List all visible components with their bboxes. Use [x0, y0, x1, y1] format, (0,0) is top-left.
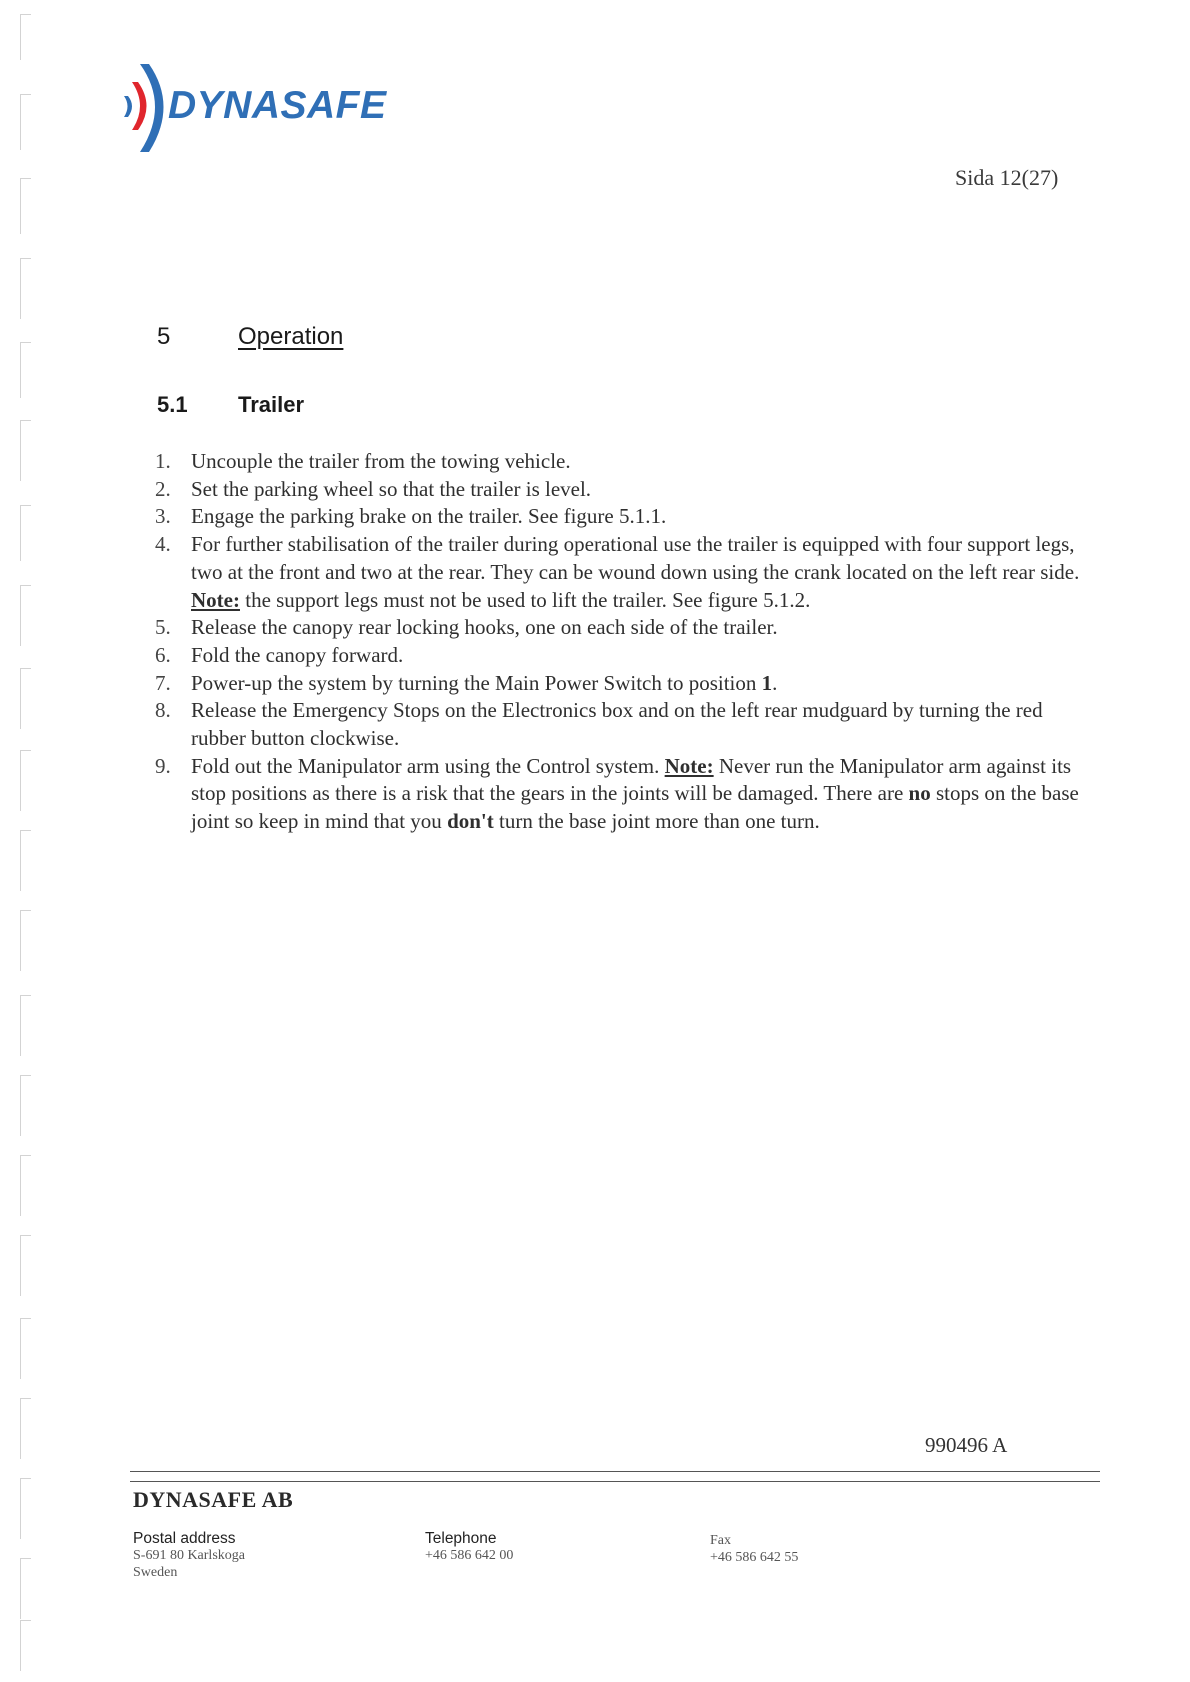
- bold-text: don't: [447, 809, 494, 834]
- subsection-number: 5.1: [157, 392, 188, 417]
- operation-steps-list: [155, 448, 1090, 836]
- list-item: [155, 670, 1090, 698]
- step-number: 9.: [155, 753, 171, 778]
- list-item: [155, 476, 1090, 504]
- step-text-part: Fold out the Manipulator arm using the Control system.: [191, 753, 660, 778]
- step-text: Uncouple the trailer from the towing vehicle.: [191, 449, 571, 473]
- fax-block: [710, 1532, 798, 1566]
- step-number: 1.: [155, 449, 171, 473]
- section-number: 5: [157, 323, 171, 350]
- postal-address: [133, 1530, 245, 1581]
- step-text-part: turn the base joint more than one turn.: [499, 809, 820, 834]
- bold-text: 1: [761, 670, 773, 695]
- list-item: [155, 753, 1090, 836]
- step-text-part: stops on the base joint so keep in mind that you: [191, 781, 1079, 834]
- step-text-part: Never run the Manipulator arm against its stop positions as there is a risk that the gears in the joints will be damaged. There are: [191, 753, 1072, 806]
- postal-address-line: S-691 80 Karlskoga: [133, 1548, 245, 1563]
- step-text: Release the canopy rear locking hooks, one on each side of the trailer.: [191, 615, 778, 640]
- company-logo: [118, 60, 398, 155]
- step-text: Release the Emergency Stops on the Electronics box and on the left rear mudguard by turning the red rubber button clockwise.: [191, 698, 1043, 751]
- step-text: [191, 753, 1090, 836]
- step-number: 2.: [155, 476, 171, 501]
- step-number: 3.: [155, 504, 171, 529]
- fax-label: Fax: [710, 1533, 731, 1548]
- bold-text: no: [908, 781, 931, 806]
- telephone-number: +46 586 642 00: [425, 1548, 514, 1563]
- dynasafe-logo-icon: [118, 60, 170, 155]
- step-text: [191, 670, 1090, 698]
- step-number: 5.: [155, 615, 171, 640]
- step-text: Set the parking wheel so that the trailer is level.: [191, 476, 592, 501]
- fax-number: +46 586 642 55: [710, 1550, 799, 1565]
- step-number: 4.: [155, 532, 171, 557]
- page-number: Sida 12(27): [955, 165, 1059, 190]
- section-heading: [157, 323, 343, 351]
- telephone-block: [425, 1530, 513, 1564]
- step-number: 8.: [155, 698, 171, 723]
- list-item: [155, 531, 1090, 614]
- logo-wordmark: DYNASAFE: [168, 84, 387, 127]
- footer-divider: [130, 1481, 1100, 1482]
- subsection-heading: [157, 392, 304, 418]
- list-item: [155, 614, 1090, 642]
- subsection-title: Trailer: [238, 392, 305, 417]
- step-text: Fold the canopy forward.: [191, 642, 404, 667]
- postal-address-line: Sweden: [133, 1565, 178, 1580]
- document-id: 990496 A: [925, 1433, 1008, 1457]
- step-number: 6.: [155, 642, 171, 667]
- step-number: 7.: [155, 670, 171, 695]
- postal-address-label: Postal address: [133, 1530, 236, 1547]
- note-label: Note:: [664, 753, 714, 778]
- note-label: Note:: [191, 587, 240, 612]
- list-item: [155, 642, 1090, 670]
- section-title: Operation: [238, 323, 344, 350]
- footer-divider: [130, 1471, 1100, 1472]
- list-item: [155, 697, 1090, 752]
- step-text-part: the support legs must not be used to lift the trailer. See figure 5.1.2.: [245, 587, 811, 612]
- company-name: DYNASAFE AB: [133, 1487, 294, 1512]
- step-text-part: Power-up the system by turning the Main Power Switch to position: [191, 670, 757, 695]
- step-text-part: For further stabilisation of the trailer during operational use the trailer is equipped with four support legs, two at the front and two at the rear. They can be wound down using the crank located on the left rear side.: [191, 532, 1080, 584]
- list-item: [155, 503, 1090, 531]
- telephone-label: Telephone: [425, 1530, 497, 1547]
- step-text: Engage the parking brake on the trailer. See figure 5.1.1.: [191, 504, 667, 529]
- step-text-part: .: [772, 670, 778, 695]
- step-text: [191, 531, 1090, 614]
- list-item: [155, 448, 1090, 476]
